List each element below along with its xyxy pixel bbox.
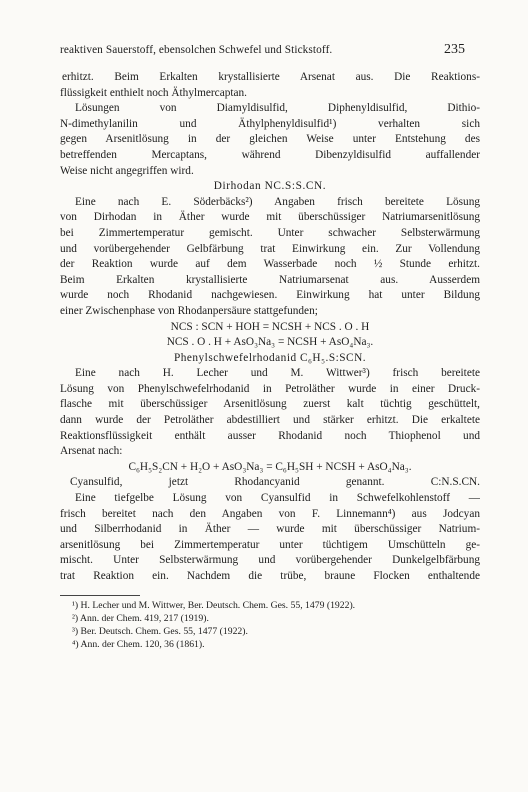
running-head: reaktiven Sauerstoff, ebensolchen Schwefel und Stickstoff. — [60, 44, 333, 56]
equation: C₆H₅S₂CN + H₂O + AsO₃Na₃ = C₆H₅SH + NCSH + AsO₄Na₃. — [128, 460, 412, 473]
text-line: arsenitlösung bei Zimmertemperatur unter tüchtigem Umschütteln ge- — [60, 538, 480, 551]
text-line: trat Reaktion ein. Nachdem die trübe, braune Flocken enthaltende — [60, 570, 480, 582]
text-line: Eine tiefgelbe Lösung von Cyansulfid in Schwefelkohlenstoff — — [75, 492, 480, 505]
equation: NCS : SCN + HOH = NCSH + NCS . O . H — [170, 320, 370, 333]
text-line: wurde noch Rhodanid nachgewiesen. Einwirkung hat unter Bildung — [60, 289, 480, 302]
text-line: Weise nicht angegriffen wird. — [60, 164, 194, 177]
text-line: erhitzt. Beim Erkalten krystallisierte Arsenat aus. Die Reaktions- — [62, 71, 480, 83]
text-line: einer Zwischenphase von Rhodanpersäure stattgefunden; — [60, 304, 318, 317]
section-heading: Phenylschwefelrhodanid C₆H₅.S:SCN. — [173, 351, 367, 364]
text-line: N-dimethylanilin und Äthylphenyldisulfid¹) verhalten sich — [60, 117, 480, 130]
footnote: ¹) H. Lecher und M. Wittwer, Ber. Deutsch. Chem. Ges. 55, 1479 (1922). — [72, 599, 356, 611]
text-line: Eine nach E. Söderbäcks²) Angaben frisch bereitete Lösung — [75, 195, 480, 208]
text-line: mischt. Unter Selbsterwärmung und vorübergehender Dunkelgelbfärbung — [60, 554, 480, 567]
text-line: Lösung von Phenylschwefelrhodanid in Petroläther wurde in einer Druck- — [60, 382, 480, 395]
equation: NCS . O . H + AsO₃Na₃ = NCSH + AsO₄Na₃. — [166, 336, 374, 349]
text-line: bei Zimmertemperatur gemischt. Unter schwacher Selbsterwärmung — [60, 226, 480, 239]
text-line: und Silberrhodanid in Äther — wurde mit überschüssiger Natrium- — [60, 523, 480, 536]
text-line: Eine nach H. Lecher und M. Wittwer³) frisch bereitete — [75, 367, 480, 380]
text-line: gegen Arsenitlösung in der gleichen Weise unter Entstehung des — [60, 133, 480, 146]
text-line: Reaktionsflüssigkeit enthält ausser Rhodanid noch Thiophenol und — [60, 429, 480, 442]
text-line: betreffenden Mercaptans, während Dibenzyldisulfid auffallender — [60, 148, 480, 161]
text-line: flüssigkeit enthielt noch Äthylmercaptan. — [60, 86, 247, 99]
footnote: ²) Ann. der Chem. 419, 217 (1919). — [72, 612, 209, 624]
footnote: ⁴) Ann. der Chem. 120, 36 (1861). — [72, 639, 205, 651]
section-heading: Dirhodan NC.S:S.CN. — [213, 180, 327, 193]
text-line: Beim Erkalten krystallisierte Natriumarsenat aus. Ausserdem — [60, 273, 480, 286]
text-line: der Reaktion wurde auf dem Wasserbade noch ½ Stunde erhitzt. — [60, 258, 480, 271]
section-heading: Cyansulfid, jetzt Rhodancyanid genannt. C:N.S.CN. — [70, 476, 480, 489]
text-line: frisch bereitet nach den Angaben von F. Linnemann⁴) aus Jodcyan — [60, 507, 480, 520]
text-line: dann wurde der Petroläther abdestilliert und stärker erhitzt. Die erkaltete — [60, 414, 480, 427]
page-number: 235 — [444, 42, 465, 57]
footnote: ³) Ber. Deutsch. Chem. Ges. 55, 1477 (1922). — [72, 625, 248, 637]
text-line: flasche mit überschüssiger Arsenitlösung zuerst kalt tüchtig geschüttelt, — [60, 398, 480, 411]
text-line: Arsenat nach: — [60, 445, 123, 458]
text-line: Lösungen von Diamyldisulfid, Diphenyldisulfid, Dithio- — [75, 102, 480, 115]
text-line: von Dirhodan in Äther wurde mit überschüssiger Natriumarsenitlösung — [60, 211, 480, 224]
footnote-separator — [60, 595, 140, 596]
text-line: und vorübergehender Gelbfärbung trat Einwirkung ein. Zur Vollendung — [60, 242, 480, 255]
main-text — [60, 70, 480, 651]
